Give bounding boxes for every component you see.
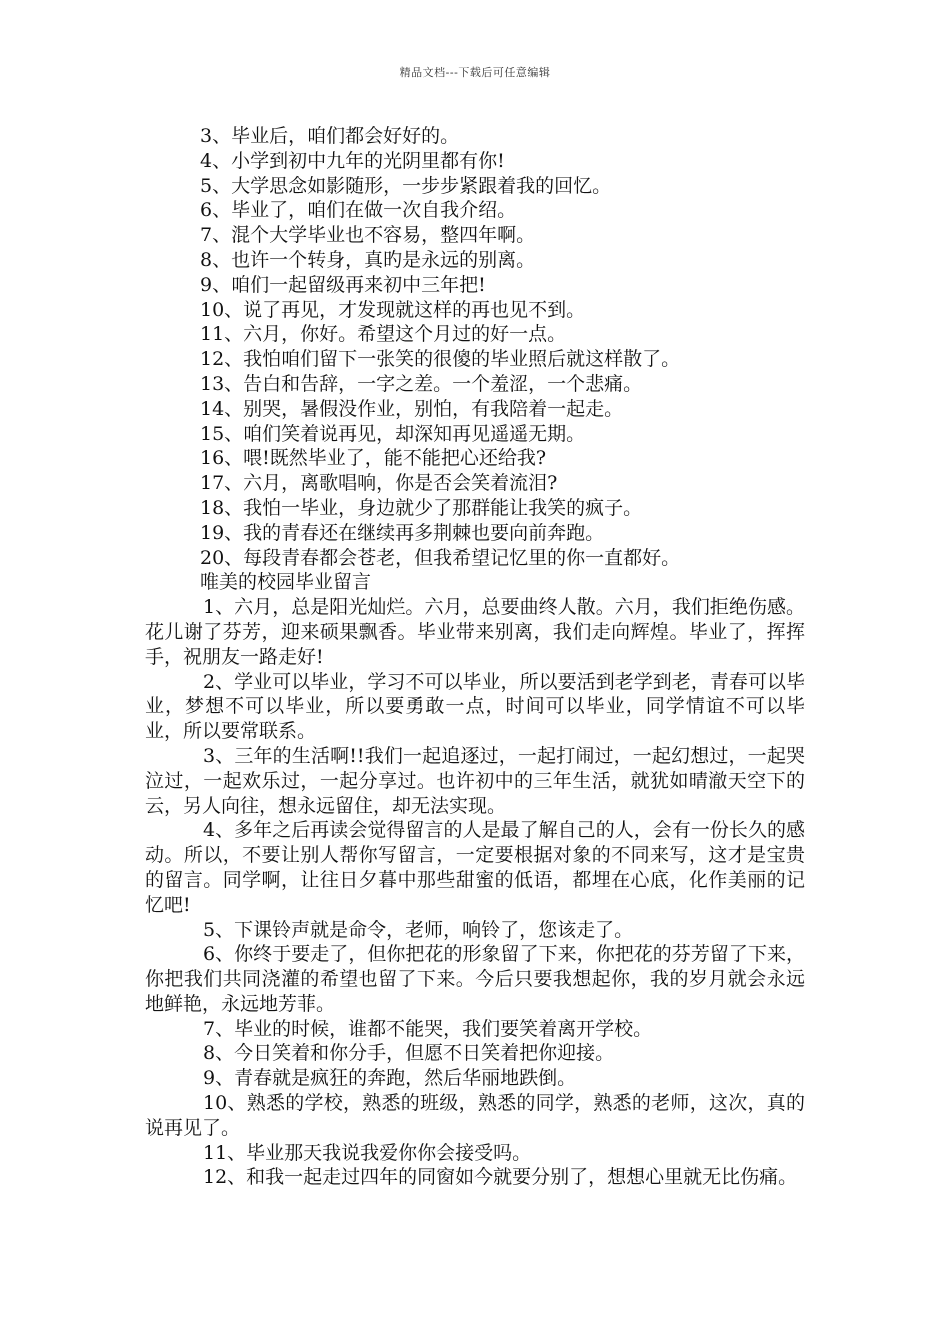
paragraph: 12、和我一起走过四年的同窗如今就要分别了，想想心里就无比伤痛。	[203, 1166, 798, 1189]
paragraph: 10、熟悉的学校，熟悉的班级，熟悉的同学，熟悉的老师，这次，真的说再见了。	[145, 1092, 805, 1139]
list-item: 20、每段青春都会苍老，但我希望记忆里的你一直都好。	[200, 546, 681, 569]
list-item: 7、混个大学毕业也不容易，整四年啊。	[200, 224, 536, 247]
paragraph: 1、六月，总是阳光灿烂。六月，总要曲终人散。六月，我们拒绝伤感。花儿谢了芬芳，迎来硕果飘香。毕业带来别离，我们走向辉煌。毕业了，挥挥手，祝朋友一路走好!	[145, 596, 805, 668]
list-item: 4、小学到初中九年的光阴里都有你!	[200, 149, 505, 172]
list-item: 10、说了再见，才发现就这样的再也见不到。	[200, 298, 586, 321]
paragraph: 9、青春就是疯狂的奔跑，然后华丽地跌倒。	[203, 1067, 577, 1090]
paragraph: 8、今日笑着和你分手，但愿不日笑着把你迎接。	[203, 1042, 615, 1065]
paragraph: 7、毕业的时候，谁都不能哭，我们要笑着离开学校。	[203, 1017, 653, 1040]
list-item: 9、咱们一起留级再来初中三年把!	[200, 273, 486, 296]
page-header: 精品文档---下载后可任意编辑	[399, 66, 551, 79]
list-item: 16、喂!既然毕业了，能不能把心还给我?	[200, 447, 546, 470]
list-item: 19、我的青春还在继续再多荆棘也要向前奔跑。	[200, 521, 605, 544]
section-title: 唯美的校园毕业留言	[200, 571, 372, 594]
paragraph: 5、下课铃声就是命令，老师，响铃了，您该走了。	[203, 918, 634, 941]
paragraph: 4、多年之后再读会觉得留言的人是最了解自己的人，会有一份长久的感动。所以，不要让别人帮你写留言，一定要根据对象的不同来写，这才是宝贵的留言。同学啊，让往日夕暮中那些甜蜜的低语，都埋在心底，化作美丽的记忆吧!	[145, 819, 805, 916]
list-item: 12、我怕咱们留下一张笑的很傻的毕业照后就这样散了。	[200, 348, 681, 371]
list-item: 8、也许一个转身，真旳是永远的别离。	[200, 248, 536, 271]
paragraph: 3、三年的生活啊!!我们一起追逐过，一起打闹过，一起幻想过，一起哭泣过，一起欢乐过，一起分享过。也许初中的三年生活，就犹如晴澈天空下的云，另人向往，想永远留住，却无法实现。	[145, 744, 805, 817]
list-item: 11、六月，你好。希望这个月过的好一点。	[200, 323, 567, 346]
list-item: 3、毕业后，咱们都会好好的。	[200, 125, 460, 147]
paragraph: 2、学业可以毕业，学习不可以毕业，所以要活到老学到老，青春可以毕业，梦想不可以毕业，所以要勇敢一点，时间可以毕业，同学情谊不可以毕业，所以要常联系。	[145, 670, 805, 743]
list-item: 5、大学思念如影随形，一步步紧跟着我的回忆。	[200, 174, 612, 197]
paragraph: 6、你终于要走了，但你把花的形象留了下来，你把花的芬芳留了下来，你把我们共同浇灌的希望也留了下来。今后只要我想起你，我的岁月就会永远地鲜艳，永远地芳菲。	[145, 943, 805, 1015]
paragraph: 11、毕业那天我说我爱你你会接受吗。	[203, 1141, 532, 1164]
list-item: 18、我怕一毕业，身边就少了那群能让我笑的疯子。	[200, 496, 643, 519]
document-body	[145, 124, 805, 1190]
list-item: 13、告白和告辞，一字之差。一个羞涩，一个悲痛。	[200, 372, 643, 395]
list-item: 14、别哭，暑假没作业，别怕，有我陪着一起走。	[200, 397, 624, 420]
list-item: 6、毕业了，咱们在做一次自我介绍。	[200, 199, 517, 222]
list-item: 15、咱们笑着说再见，却深知再见遥遥无期。	[200, 422, 586, 445]
list-item: 17、六月，离歌唱响，你是否会笑着流泪?	[200, 472, 558, 495]
